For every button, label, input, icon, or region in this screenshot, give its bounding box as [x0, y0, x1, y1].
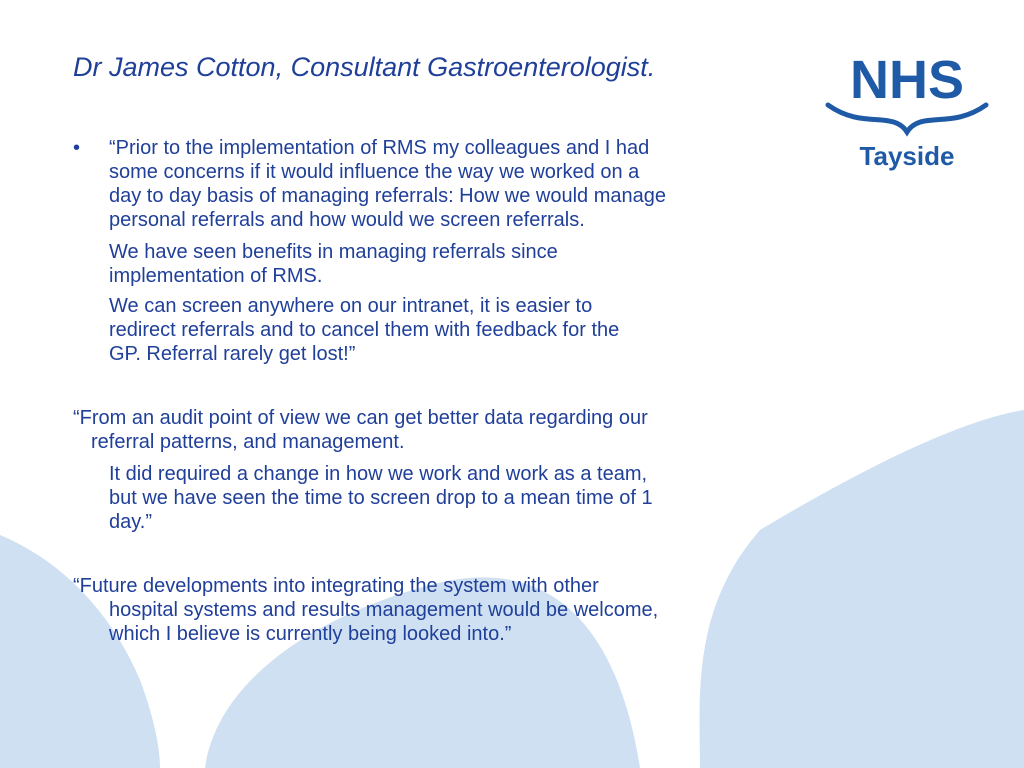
quote-line: referral patterns, and management.	[91, 431, 405, 453]
tayside-logo-text: Tayside	[859, 141, 955, 171]
quote-line: It did required a change in how we work and work as a team,	[109, 463, 648, 485]
page-title: Dr James Cotton, Consultant Gastroenterologist.	[73, 52, 656, 82]
quote-line: implementation of RMS.	[109, 265, 323, 287]
quote-line: redirect referrals and to cancel them with feedback for the	[109, 319, 620, 341]
quote-line: which I believe is currently being looked into.”	[109, 623, 512, 645]
quote-line: “Prior to the implementation of RMS my colleagues and I had	[109, 137, 650, 159]
wave-left	[0, 535, 160, 768]
quote-line: day to day basis of managing referrals: How we would manage	[109, 185, 666, 207]
quote-line: day.”	[109, 511, 152, 533]
quote-line: “Future developments into integrating the system with other	[73, 575, 599, 597]
quote-line: We have seen benefits in managing referrals since	[109, 241, 558, 263]
wave-right	[700, 410, 1024, 768]
quote-line: GP. Referral rarely get lost!”	[109, 343, 356, 365]
quote-line: personal referrals and how would we screen referrals.	[109, 209, 585, 231]
quote-line: “From an audit point of view we can get better data regarding our	[73, 407, 648, 429]
quote-line: but we have seen the time to screen drop to a mean time of 1	[109, 487, 653, 509]
quote-line: some concerns if it would influence the way we worked on a	[109, 161, 640, 183]
nhs-tayside-logo	[823, 50, 991, 172]
nhs-logo-text: NHS	[849, 50, 965, 110]
bullet-marker: •	[73, 137, 81, 159]
quote-line: We can screen anywhere on our intranet, it is easier to	[109, 295, 593, 317]
quote-line: hospital systems and results management would be welcome,	[109, 599, 659, 621]
